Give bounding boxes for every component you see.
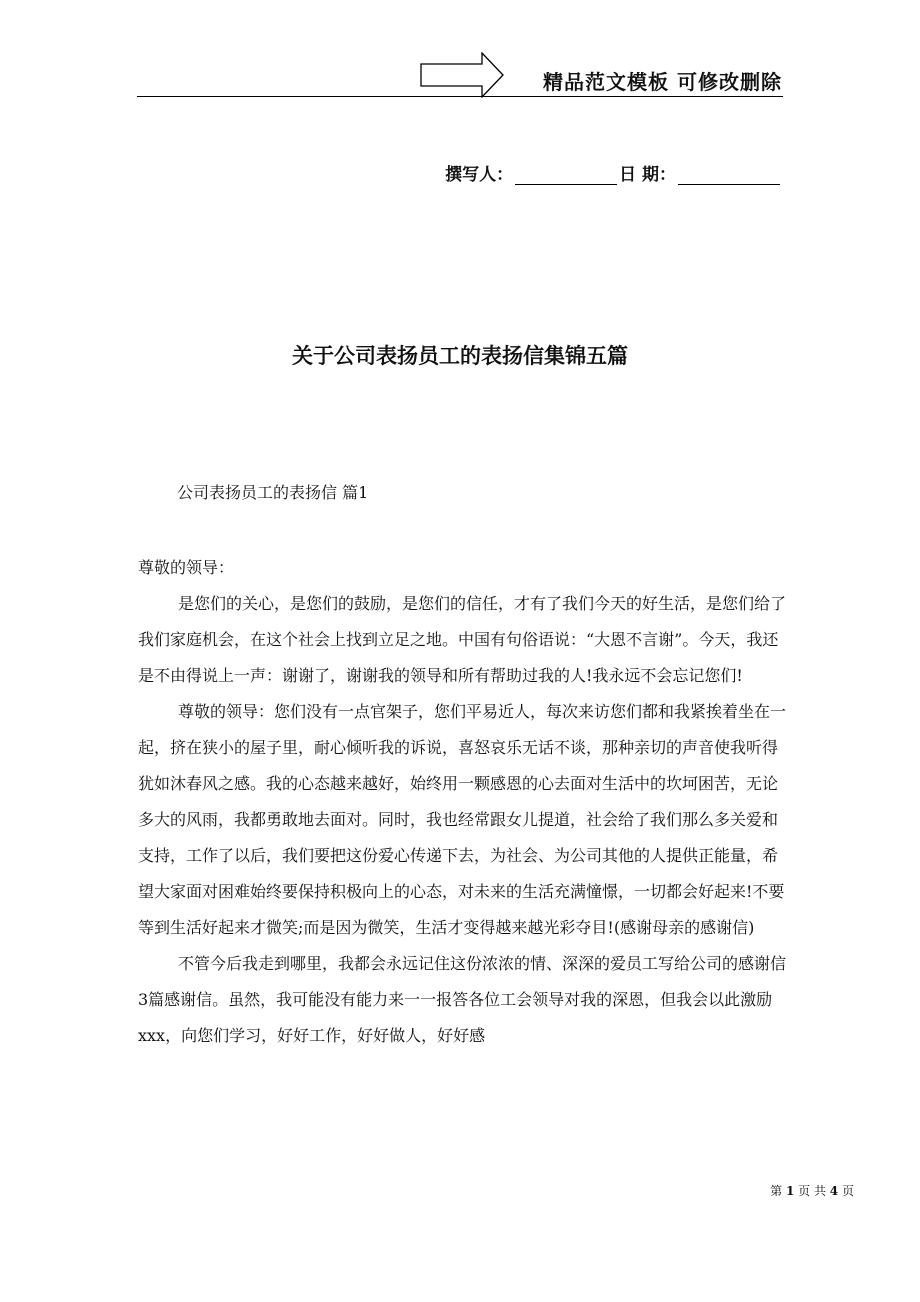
paragraph: 不管今后我走到哪里，我都会永远记住这份浓浓的情、深深的爱员工写给公司的感谢信3篇感谢信。虽然，我可能没有能力来一一报答各位工会领导对我的深恩，但我会以此激励xxx，向您们学习，好好工作，好好做人，好好感 (138, 954, 787, 1045)
date-label: 日 期： (619, 165, 676, 185)
letter-body (138, 550, 788, 1054)
page-middle: 页 共 (798, 1184, 826, 1198)
page-footer (770, 1182, 854, 1199)
page-prefix: 第 (770, 1184, 783, 1198)
page-total: 4 (829, 1184, 839, 1198)
header-title: 精品范文模板 可修改删除 (543, 70, 782, 94)
page-current: 1 (785, 1184, 795, 1198)
paragraph: 尊敬的领导：您们没有一点官架子，您们平易近人，每次来访您们都和我紧挨着坐在一起，挤在狭小的屋子里，耐心倾听我的诉说，喜怒哀乐无话不谈，那种亲切的声音使我听得犹如沐春风之感。我的心态越来越好，始终用一颗感恩的心去面对生活中的坎坷困苦，无论多大的风雨，我都勇敢地去面对。同时，我也经常跟女儿提道，社会给了我们那么多关爱和支持，工作了以后，我们要把这份爱心传递下去，为社会、为公司其他的人提供正能量，希望大家面对困难始终要保持积极向上的心态，对未来的生活充满憧憬，一切都会好起来!不要等到生活好起来才微笑;而是因为微笑，生活才变得越来越光彩夺目!(感谢母亲的感谢信) (138, 702, 787, 937)
document-title: 关于公司表扬员工的表扬信集锦五篇 (292, 344, 628, 368)
author-date-line (445, 160, 782, 185)
section-heading: 公司表扬员工的表扬信 篇1 (177, 483, 369, 502)
salutation: 尊敬的领导： (138, 558, 235, 577)
author-blank (515, 166, 617, 185)
author-label: 撰写人： (445, 165, 514, 185)
arrow-icon (420, 52, 504, 98)
paragraph: 是您们的关心，是您们的鼓励，是您们的信任，才有了我们今天的好生活，是您们给了我们家庭机会，在这个社会上找到立足之地。中国有句俗语说：“大恩不言谢”。今天，我还是不由得说上一声：谢谢了，谢谢我的领导和所有帮助过我的人!我永远不会忘记您们! (138, 594, 787, 685)
date-blank (678, 166, 780, 185)
header-divider (137, 96, 783, 97)
page-suffix: 页 (841, 1184, 854, 1198)
